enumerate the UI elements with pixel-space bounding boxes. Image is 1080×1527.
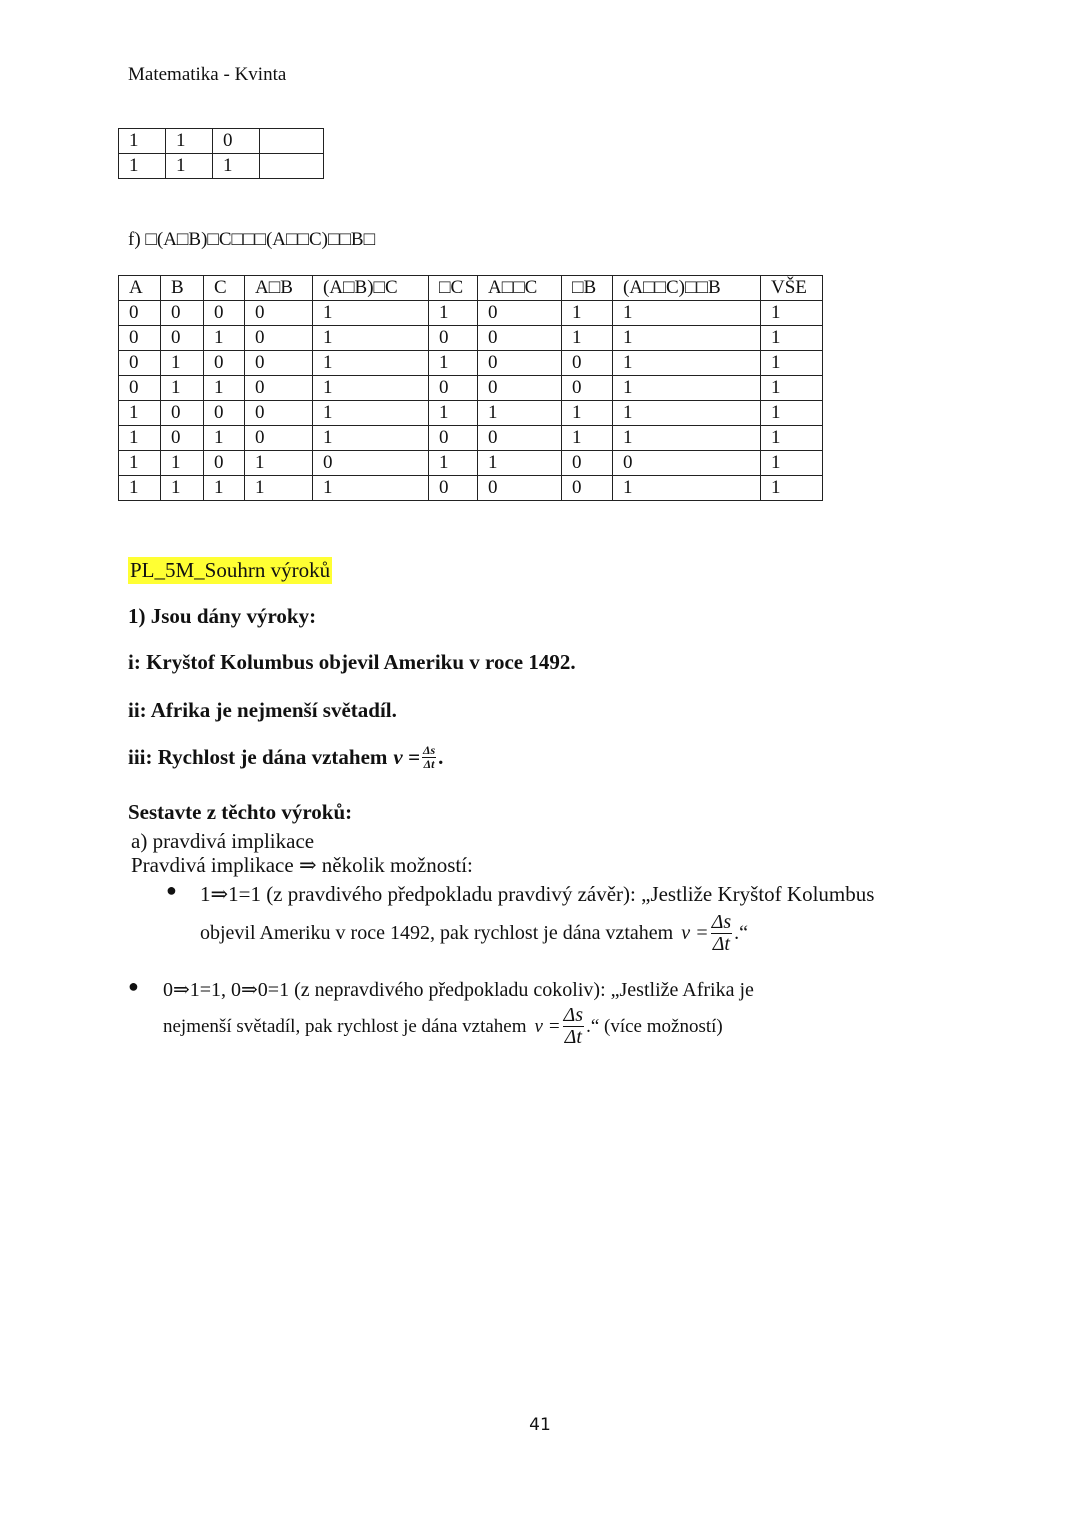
table-row [119,401,823,426]
table-cell: 1 [161,376,204,401]
table-cell: 1 [119,426,161,451]
table-cell: 1 [613,426,761,451]
velocity-symbol: v = [393,744,420,769]
fraction-denominator: Δt [564,1026,582,1048]
table-cell: 1 [761,401,823,426]
column-header: (A□B)□C [313,276,429,301]
column-header: A□B [245,276,313,301]
column-header: VŠE [761,276,823,301]
velocity-symbol: v = [534,1015,561,1037]
table-cell: 0 [119,376,161,401]
page-header: Matematika - Kvinta [128,64,287,85]
table-cell: 0 [161,326,204,351]
table-cell: 1 [613,401,761,426]
table-cell: 1 [478,451,562,476]
table-row [119,426,823,451]
column-header: (A□□C)□□B [613,276,761,301]
table-cell: 0 [161,401,204,426]
table-cell: 1 [429,401,478,426]
table-cell: 1 [161,351,204,376]
table-cell: 1 [562,301,613,326]
bullet-dot-icon: ● [166,880,177,900]
table-cell: 1 [761,451,823,476]
bullet-2-line-2 [163,1005,723,1048]
table-cell: 1 [613,351,761,376]
table-cell: 1 [562,326,613,351]
table-row [119,301,823,326]
bullet-1-line-2 [200,912,748,955]
column-header: C [204,276,245,301]
part-a: a) pravdivá implikace [131,829,315,853]
table-cell: 0 [613,451,761,476]
table-cell: 0 [204,351,245,376]
table-cell: 1 [213,154,260,179]
table-cell: 1 [562,401,613,426]
table-cell: 1 [204,426,245,451]
formula-label: f) □(A□B)□C□□□(A□□C)□□B□ [128,229,376,250]
fraction-numerator: Δs [711,911,732,933]
column-header: A [119,276,161,301]
column-header: □C [429,276,478,301]
table-cell: 1 [166,129,213,154]
table-cell: 1 [613,301,761,326]
table-cell: 1 [562,426,613,451]
table-cell: 0 [429,426,478,451]
bullet-dot-icon: ● [128,976,139,996]
table-row [119,476,823,501]
table-cell: 1 [761,476,823,501]
table-cell: 1 [313,301,429,326]
table-cell: 1 [613,476,761,501]
fraction-denominator: Δt [423,756,435,771]
table-cell: 1 [429,451,478,476]
velocity-symbol: v = [681,922,709,944]
question-1: 1) Jsou dány výroky: [128,604,317,628]
table-cell: 0 [562,376,613,401]
table-cell: 1 [313,426,429,451]
table-header-row [119,276,823,301]
table-cell: 1 [204,326,245,351]
statement-iii: iii: Rychlost je dána vztahem v = $\frac{\Delta s}{\Delta t}$ . [128,743,444,771]
table-cell: 1 [613,376,761,401]
table-cell: 0 [213,129,260,154]
column-header: B [161,276,204,301]
table-cell: 0 [245,426,313,451]
table-cell: 1 [429,351,478,376]
velocity-fraction [422,744,436,770]
table-cell: 1 [761,376,823,401]
velocity-fraction [563,1005,585,1048]
table-cell: 0 [119,351,161,376]
instruction-heading: Sestavte z těchto výroků: [128,800,353,824]
table-cell: 1 [119,401,161,426]
fraction-numerator: Δs [422,743,436,757]
table-cell: 0 [478,476,562,501]
section-tag: PL_5M_Souhrn výroků [130,558,331,582]
table-cell: 0 [478,426,562,451]
table-cell: 0 [245,326,313,351]
page-number: 41 [529,1415,551,1435]
table-cell: 0 [245,401,313,426]
table-row [119,326,823,351]
table-cell: 1 [313,476,429,501]
table-cell: 1 [313,401,429,426]
bullet-1-text: objevil Ameriku v roce 1492, pak rychlost je dána vztahem [200,922,674,944]
table-cell: 0 [245,376,313,401]
table-cell: 0 [562,351,613,376]
bullet-1-end: .“ [734,922,748,944]
table-cell: 1 [313,376,429,401]
table-cell: 0 [245,301,313,326]
table-cell: 0 [161,301,204,326]
table-cell: 1 [761,326,823,351]
statement-i: i: Kryštof Kolumbus objevil Ameriku v roce 1492. [128,650,576,674]
statement-iii-text: iii: Rychlost je dána vztahem [128,744,388,769]
table-cell: 1 [119,451,161,476]
table-cell: 1 [429,301,478,326]
table-cell: 1 [119,129,166,154]
table-cell: 0 [119,326,161,351]
table-cell: 0 [478,351,562,376]
table-cell: 1 [761,301,823,326]
bullet-2-line-1: 0⇒1=1, 0⇒0=1 (z nepravdivého předpokladu cokoliv): „Jestliže Afrika je [163,979,754,1001]
table-cell: 0 [429,376,478,401]
bullet-2-end: .“ (více možností) [586,1015,723,1037]
table-cell: 0 [478,301,562,326]
table-cell: 0 [204,401,245,426]
table-cell: 0 [204,451,245,476]
true-implication-intro: Pravdivá implikace ⇒ několik možností: [131,853,473,877]
table-cell: 1 [161,476,204,501]
table-cell: 0 [429,476,478,501]
truth-table-continuation [118,128,324,179]
column-header: □B [562,276,613,301]
table-cell: 1 [119,476,161,501]
table-cell: 1 [204,476,245,501]
table-cell: 0 [562,476,613,501]
statement-ii: ii: Afrika je nejmenší světadíl. [128,698,397,722]
table-cell: 0 [161,426,204,451]
truth-table-f [118,275,823,501]
table-cell: 1 [313,326,429,351]
column-header: A□□C [478,276,562,301]
table-cell [260,129,324,154]
table-cell: 0 [245,351,313,376]
table-row [119,154,324,179]
bullet-2-text: nejmenší světadíl, pak rychlost je dána vztahem [163,1015,527,1037]
table-cell: 1 [478,401,562,426]
table-cell: 1 [245,476,313,501]
table-row [119,351,823,376]
table-cell: 1 [761,351,823,376]
table-cell: 0 [429,326,478,351]
table-cell: 1 [166,154,213,179]
table-cell: 1 [761,426,823,451]
table-cell: 1 [245,451,313,476]
table-cell: 0 [119,301,161,326]
velocity-fraction [711,912,733,955]
table-cell: 1 [119,154,166,179]
table-cell: 1 [313,351,429,376]
table-cell: 1 [161,451,204,476]
fraction-denominator: Δt [712,933,730,955]
table-cell: 1 [204,376,245,401]
table-row [119,129,324,154]
table-cell: 0 [204,301,245,326]
table-row [119,451,823,476]
table-cell: 0 [478,376,562,401]
fraction-numerator: Δs [563,1004,584,1026]
table-cell: 0 [478,326,562,351]
bullet-1-line-1: 1⇒1=1 (z pravdivého předpokladu pravdivý závěr): „Jestliže Kryštof Kolumbus [200,882,875,906]
table-cell [260,154,324,179]
table-cell: 0 [313,451,429,476]
table-cell: 0 [562,451,613,476]
table-cell: 1 [613,326,761,351]
table-row [119,376,823,401]
